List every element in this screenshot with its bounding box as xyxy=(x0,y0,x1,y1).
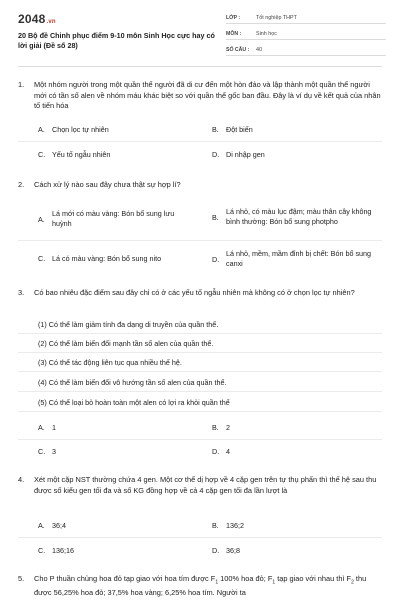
meta-row-class xyxy=(226,10,386,24)
option-letter: C. xyxy=(38,254,46,263)
option-letter: D. xyxy=(212,447,220,456)
option-letter: A. xyxy=(38,521,45,530)
option-text: Di nhập gen xyxy=(226,150,265,159)
option-d[interactable] xyxy=(212,150,265,160)
question-text: Cách xử lý nào sau đây chưa thật sự hợp lí? xyxy=(34,180,181,189)
statement-3: (3) Có thể tác động liên tục qua nhiều thế hệ. xyxy=(38,358,182,367)
option-letter: C. xyxy=(38,150,46,159)
subscript: 1 xyxy=(215,579,219,586)
text-part: Cho P thuần chủng hoa đỏ tạp giao với hoa tím được F xyxy=(34,574,216,583)
option-text: Lá mới có màu vàng: Bón bổ sung lưu huỳnh xyxy=(52,209,175,228)
option-divider xyxy=(18,537,382,538)
meta-row-count xyxy=(226,42,386,56)
statement-2: (2) Có thể làm biến đổi mạnh tần số alen của quần thể. xyxy=(38,339,214,348)
question-text: Có bao nhiêu đặc điểm sau đây chỉ có ở các yếu tố ngẫu nhiên mà không có ở chọn lọc tự nhiên? xyxy=(34,288,355,297)
meta-table xyxy=(226,10,386,58)
option-a[interactable] xyxy=(38,521,66,531)
text-part: thu được 56,25% hoa đỏ; 37,5% hoa vàng; 6,25% hoa tím. Người ta xyxy=(34,574,367,597)
option-text: 2 xyxy=(226,423,230,432)
statement-4: (4) Có thể làm biến đổi vô hướng tần số alen của quần thể. xyxy=(38,378,227,387)
statement-divider xyxy=(18,333,382,334)
option-text: Đột biến xyxy=(226,125,253,134)
document-title: 20 Bộ đề Chinh phục điểm 9-10 môn Sinh Học cực hay có lời giải (Đề số 28) xyxy=(18,31,215,50)
question-number: 4. xyxy=(18,475,25,484)
question-1 xyxy=(18,80,382,112)
question-4 xyxy=(18,475,382,496)
option-text: 1 xyxy=(52,423,56,432)
option-letter: C. xyxy=(38,546,46,555)
question-number: 3. xyxy=(18,288,25,297)
option-divider xyxy=(18,141,382,142)
statement-divider xyxy=(18,352,382,353)
option-text: 4 xyxy=(226,447,230,456)
option-text: 136;16 xyxy=(52,546,74,555)
question-number: 1. xyxy=(18,80,25,89)
option-divider xyxy=(18,240,382,241)
option-a[interactable] xyxy=(38,423,56,433)
option-letter: B. xyxy=(212,125,219,134)
option-letter: B. xyxy=(212,212,219,222)
option-a[interactable] xyxy=(38,125,109,135)
text-part: 100% hoa đỏ; F xyxy=(218,574,273,583)
meta-row-subject xyxy=(226,26,386,40)
option-letter: D. xyxy=(212,254,220,264)
option-letter: A. xyxy=(38,423,45,432)
logo-suffix: .vn xyxy=(46,19,56,25)
meta-value: Sinh học xyxy=(256,31,277,37)
option-b[interactable] xyxy=(212,200,382,234)
option-d[interactable] xyxy=(212,248,382,270)
question-number: 5. xyxy=(18,574,25,583)
question-3 xyxy=(18,288,382,299)
question-text xyxy=(34,574,382,598)
subscript: 2 xyxy=(351,579,354,586)
option-b[interactable] xyxy=(212,125,253,135)
meta-label: SỐ CÂU : xyxy=(226,47,250,53)
option-text: Lá có màu vàng: Bón bổ sung nito xyxy=(52,254,162,263)
option-b[interactable] xyxy=(212,521,244,531)
statement-1: (1) Có thể làm giảm tính đa dạng di truyền của quần thể. xyxy=(38,320,219,329)
option-letter: D. xyxy=(212,150,220,159)
text-part: tạp giao với nhau thì F xyxy=(275,574,352,583)
statement-divider xyxy=(18,371,382,372)
meta-value: 40 xyxy=(256,47,262,53)
option-text: Chọn lọc tự nhiên xyxy=(52,125,109,134)
option-text: 36;8 xyxy=(226,546,240,555)
option-c[interactable] xyxy=(38,150,110,160)
header-divider xyxy=(18,66,382,67)
page-header xyxy=(0,0,400,62)
statement-divider xyxy=(18,411,382,412)
question-number: 2. xyxy=(18,180,25,189)
question-2 xyxy=(18,180,382,191)
question-text: Xét một cặp NST thường chứa 4 gen. Một cơ thể dị hợp về 4 cặp gen trên tự thụ phấn thì thế hệ sau thu được số kiểu gen tối đa và số KG đồng hợp về cả 4 cặp gen tối đa lần lượt là xyxy=(34,475,377,495)
option-d[interactable] xyxy=(212,447,230,457)
option-letter: A. xyxy=(38,125,45,134)
option-letter: A. xyxy=(38,214,45,224)
option-c[interactable] xyxy=(38,254,198,264)
option-text: Yếu tố ngẫu nhiên xyxy=(52,150,111,159)
logo-text: 2048 xyxy=(18,12,46,26)
option-b[interactable] xyxy=(212,423,230,433)
statement-divider xyxy=(18,391,382,392)
option-text: 136;2 xyxy=(226,521,244,530)
question-text: Một nhóm người trong một quần thể người đã di cư đến một hòn đảo và lập thành một quần thể người mới có tần số alen về nhóm máu khác biệt so với quần thể gốc ban đầu. Đây là ví dụ về kết quả của nhân tố tiến hóa xyxy=(34,80,381,110)
option-a[interactable] xyxy=(38,208,198,230)
option-text: Lá nhỏ, mềm, mầm đỉnh bị chết: Bón bổ sung canxi xyxy=(226,249,372,268)
option-d[interactable] xyxy=(212,546,240,556)
site-logo[interactable] xyxy=(18,12,56,26)
subscript: 1 xyxy=(272,579,276,586)
meta-value: Tốt nghiệp THPT xyxy=(256,15,297,21)
option-text: 3 xyxy=(52,447,56,456)
option-letter: B. xyxy=(212,521,219,530)
meta-label: MÔN : xyxy=(226,31,242,37)
option-c[interactable] xyxy=(38,546,74,556)
option-letter: B. xyxy=(212,423,219,432)
option-divider xyxy=(18,439,382,440)
statement-5: (5) Có thể loại bỏ hoàn toàn một alen có lợi ra khỏi quần thể xyxy=(38,398,230,407)
question-5 xyxy=(18,574,382,598)
option-letter: C. xyxy=(38,447,46,456)
option-letter: D. xyxy=(212,546,220,555)
meta-label: LỚP : xyxy=(226,15,241,21)
option-c[interactable] xyxy=(38,447,56,457)
option-text: 36;4 xyxy=(52,521,66,530)
option-text: Lá nhỏ, có màu lục đậm; màu thân cây không bình thường: Bón bổ sung photpho xyxy=(226,207,372,226)
